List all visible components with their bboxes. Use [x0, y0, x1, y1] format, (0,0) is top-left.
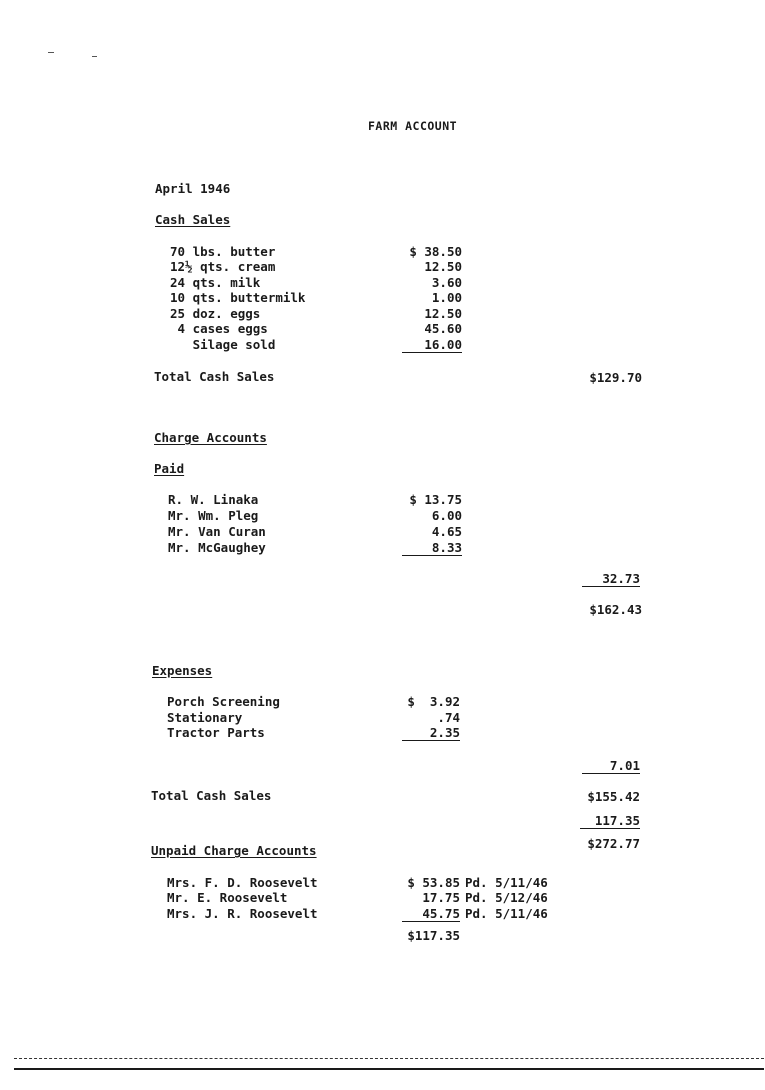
cash-item-amount: 12.50 — [424, 306, 462, 321]
cash-item-label: Silage sold — [170, 337, 276, 352]
unpaid-item-amount: $ 53.85 — [407, 875, 460, 890]
expense-item-label: Porch Screening — [167, 694, 280, 709]
cash-item-label: 10 qts. buttermilk — [170, 290, 306, 305]
unpaid-add-amount: 117.35 — [580, 813, 640, 829]
expenses-heading: Expenses — [152, 663, 213, 678]
cash-item-amount: 1.00 — [431, 290, 462, 305]
stray-mark — [92, 56, 97, 57]
charge-accounts-heading: Charge Accounts — [154, 430, 267, 445]
unpaid-heading: Unpaid Charge Accounts — [151, 843, 317, 858]
paid-item-label: Mr. Van Curan — [168, 524, 266, 539]
cash-item-amount: 45.60 — [424, 321, 462, 336]
paid-heading: Paid — [154, 461, 185, 476]
expense-item-amount: $ 3.92 — [407, 694, 460, 709]
expenses-subtotal: 7.01 — [582, 758, 640, 774]
unpaid-item-note: Pd. 5/11/46 — [465, 875, 548, 890]
cash-sales-heading: Cash Sales — [155, 212, 231, 227]
running-total: $162.43 — [589, 602, 642, 617]
total-cash-sales-amount: $129.70 — [589, 370, 642, 385]
stray-mark — [48, 52, 54, 53]
unpaid-item-label: Mrs. F. D. Roosevelt — [167, 875, 318, 890]
expense-item-amount: .74 — [437, 710, 460, 725]
cash-item-amount: 16.00 — [402, 337, 462, 353]
period-label: April 1946 — [155, 181, 231, 196]
expense-item-label: Stationary — [167, 710, 243, 725]
cash-item-label: 4 cases eggs — [170, 321, 268, 336]
cash-item-amount: $ 38.50 — [409, 244, 462, 259]
summary-total-label: Total Cash Sales — [151, 788, 272, 803]
paid-item-label: R. W. Linaka — [168, 492, 259, 507]
cash-item-label: 12½ qts. cream — [170, 259, 276, 274]
grand-total-amount: $272.77 — [587, 836, 640, 851]
unpaid-item-amount: 17.75 — [422, 890, 460, 905]
cash-item-label: 70 lbs. butter — [170, 244, 276, 259]
page-edge-line — [14, 1058, 764, 1059]
paid-item-amount: 6.00 — [431, 508, 462, 523]
unpaid-item-note: Pd. 5/11/46 — [465, 906, 548, 921]
expense-item-amount: 2.35 — [402, 725, 460, 741]
paid-item-amount: $ 13.75 — [409, 492, 462, 507]
expense-item-label: Tractor Parts — [167, 725, 265, 740]
paid-item-label: Mr. McGaughey — [168, 540, 266, 555]
unpaid-item-label: Mrs. J. R. Roosevelt — [167, 906, 318, 921]
paid-item-amount: 4.65 — [431, 524, 462, 539]
unpaid-item-amount: 45.75 — [402, 906, 460, 922]
unpaid-total: $117.35 — [407, 928, 460, 943]
paid-subtotal: 32.73 — [582, 571, 640, 587]
unpaid-item-note: Pd. 5/12/46 — [465, 890, 548, 905]
page-title: FARM ACCOUNT — [368, 119, 458, 133]
unpaid-item-label: Mr. E. Roosevelt — [167, 890, 288, 905]
cash-item-label: 24 qts. milk — [170, 275, 261, 290]
cash-item-amount: 3.60 — [431, 275, 462, 290]
total-cash-sales-label: Total Cash Sales — [154, 369, 275, 384]
page-edge-line — [14, 1068, 764, 1070]
cash-item-label: 25 doz. eggs — [170, 306, 261, 321]
summary-total-amount: $155.42 — [587, 789, 640, 804]
cash-item-amount: 12.50 — [424, 259, 462, 274]
paid-item-label: Mr. Wm. Pleg — [168, 508, 259, 523]
paid-item-amount: 8.33 — [402, 540, 462, 556]
